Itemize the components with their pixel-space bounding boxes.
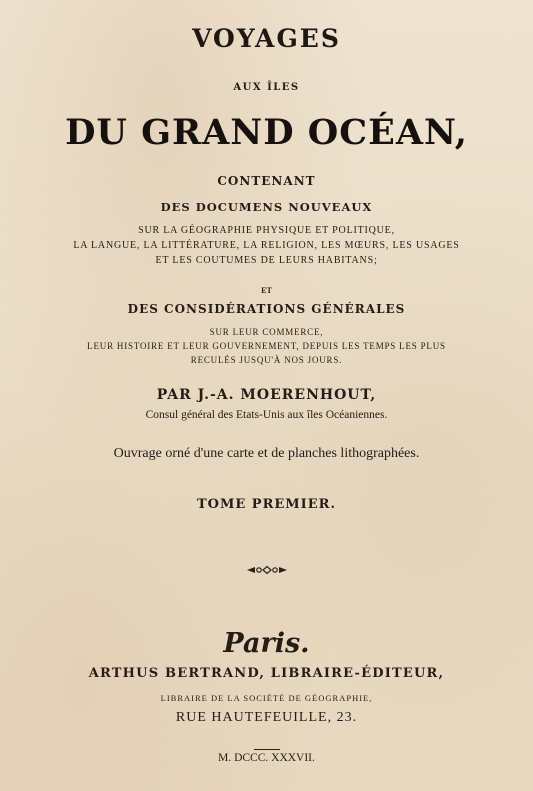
- documens-heading: DES DOCUMENS NOUVEAUX: [160, 200, 373, 214]
- publisher-note: LIBRAIRE DE LA SOCIÉTÉ DE GÉOGRAPHIE,: [160, 693, 373, 703]
- subjects-line-1: SUR LA GÉOGRAPHIE PHYSIQUE ET POLITIQUE,: [138, 225, 395, 236]
- contenant-label: CONTENANT: [217, 174, 316, 188]
- subjects-line-2: LA LANGUE, LA LITTÉRATURE, LA RELIGION, LES MŒURS, LES USAGES: [73, 240, 460, 251]
- commerce-line-1: SUR LEUR COMMERCE,: [209, 327, 324, 337]
- publication-date: M. DCCC. XXXVII.: [218, 752, 315, 764]
- author-title: Consul général des Etats-Unis aux îles Océaniennes.: [145, 409, 388, 421]
- publication-city: Paris.: [223, 628, 310, 659]
- author-name: PAR J.-A. MOERENHOUT,: [156, 387, 377, 403]
- publisher-name: ARTHUS BERTRAND, LIBRAIRE-ÉDITEUR,: [88, 666, 445, 681]
- main-title: DU GRAND OCÉAN,: [65, 112, 468, 153]
- commerce-line-2: LEUR HISTOIRE ET LEUR GOUVERNEMENT, DEPUIS LES TEMPS LES PLUS: [87, 341, 446, 351]
- illustrations-note: Ouvrage orné d'une carte et de planches lithographées.: [113, 446, 420, 461]
- fleuron-icon: [245, 565, 289, 575]
- ornament-divider: [0, 560, 533, 579]
- et-connector: ET: [261, 286, 272, 295]
- commerce-line-3: RECULÉS JUSQU'À NOS JOURS.: [190, 355, 343, 365]
- volume-label: TOME PREMIER.: [196, 497, 337, 512]
- book-title: VOYAGES: [192, 24, 341, 53]
- considerations-heading: DES CONSIDÉRATIONS GÉNÉRALES: [127, 302, 406, 316]
- subjects-line-3: ET LES COUTUMES DE LEURS HABITANS;: [155, 255, 378, 266]
- publisher-address: RUE HAUTEFEUILLE, 23.: [175, 710, 358, 725]
- subtitle-aux-iles: AUX ÎLES: [233, 82, 300, 93]
